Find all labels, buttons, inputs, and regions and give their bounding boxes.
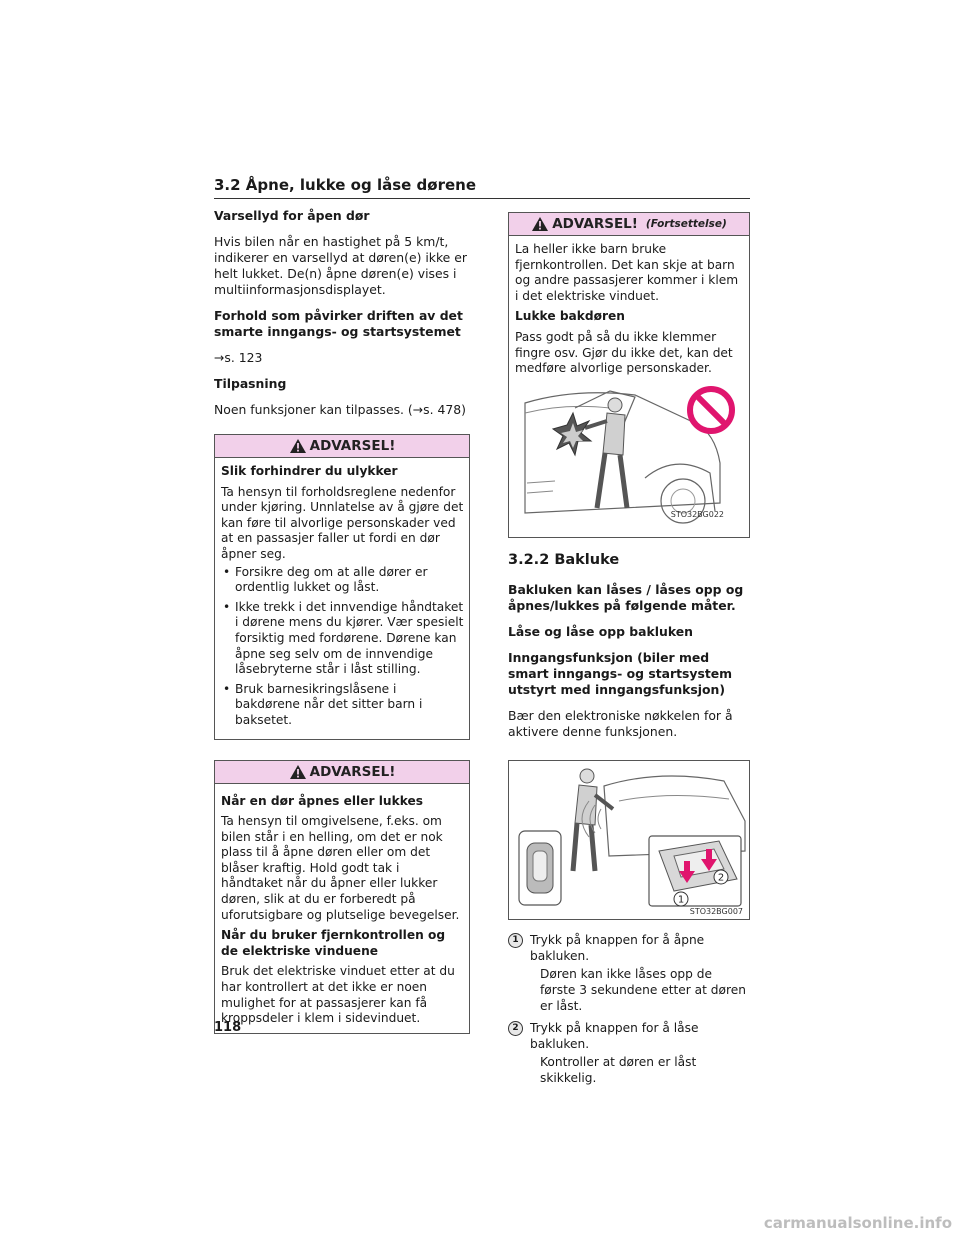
warning-text: La heller ikke barn bruke fjernkontrollen. Det kan skje at barn og andre passasjerer kommer i klem i det elektriske vinduet. <box>515 242 739 303</box>
step-item <box>508 932 750 1014</box>
warning-title: Når en dør åpnes eller lukkes <box>221 793 423 808</box>
warning-box-doors <box>214 760 470 1034</box>
warning-bullet: • Bruk barnesikringslåsene i bakdørene når det sitter barn i baksetet. <box>221 682 464 729</box>
warning-box-accidents <box>214 434 470 740</box>
warning-header <box>215 435 469 458</box>
step-number: 2 <box>508 1021 523 1036</box>
figure-code: STO32BG022 <box>670 509 724 519</box>
warning-title: Slik forhindrer du ulykker <box>221 464 398 478</box>
warning-label: ADVARSEL! <box>309 763 396 780</box>
warning-icon <box>289 764 307 780</box>
warning-icon <box>289 438 307 454</box>
step-text: Trykk på knappen for å låse bakluken. <box>530 1020 699 1051</box>
step-number: 1 <box>508 933 523 948</box>
figure-label-2: 2 <box>717 872 725 884</box>
warning-bullet: • Ikke trekk i det innvendige håndtaket i dørene mens du kjører. Vær spesielt forsiktig med fordørene. Dørene kan åpne seg selv om de innvendige låsebryterne står i låst stilling. <box>221 600 464 678</box>
conditions-title: Forhold som påvirker driften av det smarte inngangs- og startsystemet <box>214 308 463 339</box>
prohibition-icon <box>686 385 736 435</box>
right-column <box>508 212 750 1086</box>
warning-header <box>509 213 749 236</box>
lock-title: Låse og låse opp bakluken <box>508 623 693 639</box>
page-number: 118 <box>214 1020 242 1035</box>
conditions-ref: →s. 123 <box>214 350 263 365</box>
warning-intro: Ta hensyn til forholdsreglene nedenfor under kjøring. Unnlatelse av å gjøre det kan føre til alvorlige personskader ved at en passasjer faller ut fordi en dør åpner seg. <box>221 484 464 561</box>
tailgate-warning-illustration <box>515 383 744 531</box>
warning-label: ADVARSEL! <box>309 438 396 454</box>
warning-continued-label: (Fortsettelse) <box>645 218 727 230</box>
warning-header <box>215 761 469 784</box>
warning-bullet: • Forsikre deg om at alle dører er ordentlig lukket og låst. <box>221 565 464 596</box>
warning-label: ADVARSEL! <box>552 216 638 232</box>
step-text: Trykk på knappen for å åpne bakluken. <box>530 932 705 963</box>
section-header: 3.2 Åpne, lukke og låse dørene <box>214 176 750 199</box>
figure-code: STO32BG007 <box>689 906 743 916</box>
subsection-title: 3.2.2 Bakluke <box>508 551 620 568</box>
figure-label-1: 1 <box>677 894 685 906</box>
tailgate-entry-figure <box>508 760 750 920</box>
warning-title: Når du bruker fjernkontrollen og de elektriske vinduene <box>221 928 446 958</box>
warning-box-continued <box>508 212 750 538</box>
warning-text: Ta hensyn til omgivelsene, f.eks. om bilen står i en helling, om det er nok plass til å åpne døren eller om det blåser kraftig. Hold godt tak i håndtaket når du åpner eller lukker døren, slik at du er forberedt på uforutsigbare og plutselige bevegelser. <box>221 814 460 922</box>
left-column <box>214 208 470 1034</box>
entry-title: Inngangsfunksjon (biler med smart inngangs- og startsystem utstyrt med inngangsfunksjon) <box>508 649 733 697</box>
tailgate-entry-image <box>509 761 749 917</box>
warning-title: Lukke bakdøren <box>515 309 625 324</box>
entry-text: Bær den elektroniske nøkkelen for å aktivere denne funksjonen. <box>508 707 733 739</box>
step-subtext: Kontroller at døren er låst skikkelig. <box>540 1054 697 1085</box>
footer-watermark: carmanualsonline.info <box>763 1214 952 1232</box>
warning-bullet-list <box>221 565 464 729</box>
custom-title: Tilpasning <box>214 376 287 391</box>
intro-bold: Bakluken kan låses / låses opp og åpnes/lukkes på følgende måter. <box>508 581 744 613</box>
step-subtext: Døren kan ikke låses opp de første 3 sekundene etter at døren er låst. <box>540 966 746 1013</box>
door-sound-text: Hvis bilen når en hastighet på 5 km/t, indikerer en varsellyd at døren(e) ikke er helt lukket. De(n) åpne døren(e) vises i multiinformasjonsdisplayet. <box>214 234 467 297</box>
door-sound-title: Varsellyd for åpen dør <box>214 208 370 223</box>
custom-text: Noen funksjoner kan tilpasses. (→s. 478) <box>214 402 466 417</box>
step-item <box>508 1020 750 1086</box>
warning-text: Bruk det elektriske vinduet etter at du har kontrollert at det ikke er noen mulighet for at passasjerer kan få kroppsdeler i klem i sidevinduet. <box>221 964 455 1026</box>
warning-text: Pass godt på så du ikke klemmer fingre osv. Gjør du ikke det, kan det medføre alvorlige personskader. <box>515 329 733 376</box>
warning-icon <box>531 216 549 232</box>
